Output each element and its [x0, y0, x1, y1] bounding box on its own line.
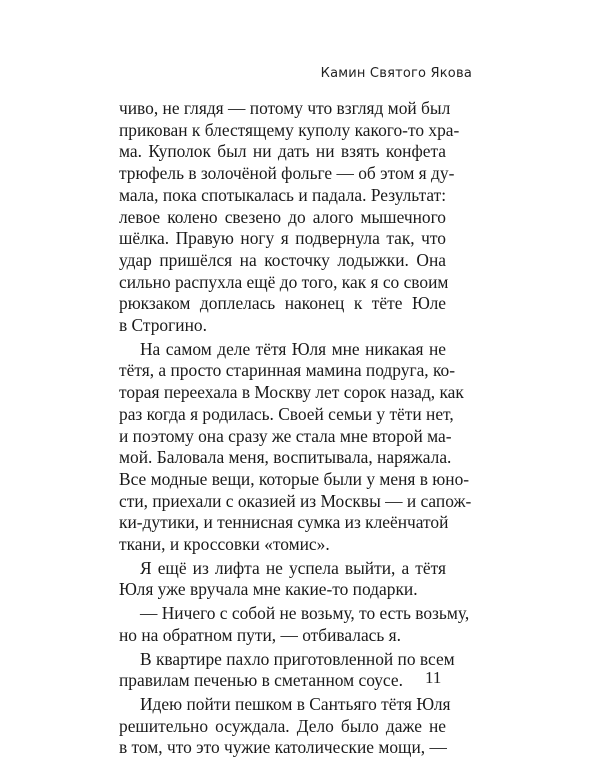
text-line: мала, пока спотыкалась и падала. Результат: — [119, 184, 447, 205]
paragraph — [119, 98, 460, 337]
page-number: 11 — [425, 668, 442, 687]
body-text — [119, 98, 472, 759]
text-line: трюфель в золочёной фольге — об этом я ду- — [119, 163, 455, 184]
text-line: решительно осуждала. Дело было даже не — [119, 715, 446, 736]
text-line: мой. Баловала меня, воспитывала, наряжала. — [119, 447, 452, 468]
paragraph — [119, 693, 451, 759]
running-header: Камин Святого Якова — [320, 66, 472, 81]
text-line: сильно распухла ещё до того, как я со своим — [119, 271, 449, 292]
text-line: но на обратном пути, — отбивалась я. — [119, 624, 402, 645]
text-line: Я ещё из лифта не успела выйти, а тётя — [140, 557, 446, 578]
paragraph — [119, 558, 446, 601]
text-line: торая переехала в Москву лет сорок назад, как — [119, 382, 464, 403]
text-line: Все модные вещи, которые были у меня в юно- — [119, 468, 470, 489]
text-line: ки-дутики, и теннисная сумка из клеёнчатой — [119, 512, 449, 533]
text-line: удар пришёлся на косточку лодыжки. Она — [119, 249, 446, 270]
text-line: На самом деле тётя Юля мне никакая не — [140, 338, 446, 359]
text-line: в Строгино. — [119, 315, 207, 336]
text-line: в том, что это чужие католические мощи, — — [119, 737, 447, 758]
text-line: тётя, а просто старинная мамина подруга, ко- — [119, 360, 456, 381]
text-line: чиво, не глядя — потому что взгляд мой был — [119, 98, 451, 118]
text-line: ткани, и кроссовки «томис». — [119, 534, 330, 555]
text-line: В квартире пахло приготовленной по всем — [140, 648, 455, 669]
paragraph — [119, 603, 470, 646]
text-line: сти, приехали с оказией из Москвы — и сапож- — [119, 490, 472, 511]
text-line: и поэтому она сразу же стала мне второй ма- — [119, 425, 452, 446]
text-line: Идею пойти пешком в Сантьяго тётя Юля — [140, 693, 451, 714]
paragraph — [119, 338, 472, 556]
text-line: — Ничего с собой не возьму, то есть возьму, — [140, 603, 470, 624]
text-line: ма. Куполок был ни дать ни взять конфета — [119, 141, 446, 162]
text-line: левое колено свезено до алого мышечного — [119, 206, 446, 227]
text-line: правилам печенью в сметанном соусе. — [119, 670, 403, 691]
text-line: Юля уже вручала мне какие-то подарки. — [119, 579, 418, 600]
text-line: шёлка. Правую ногу я подвернула так, что — [119, 228, 446, 249]
text-line: прикован к блестящему куполу какого-то хра- — [119, 119, 460, 140]
text-line: раз когда я родилась. Своей семьи у тёти нет, — [119, 403, 454, 424]
paragraph — [119, 648, 455, 692]
text-line: рюкзаком доплелась наконец к тёте Юле — [119, 293, 446, 314]
